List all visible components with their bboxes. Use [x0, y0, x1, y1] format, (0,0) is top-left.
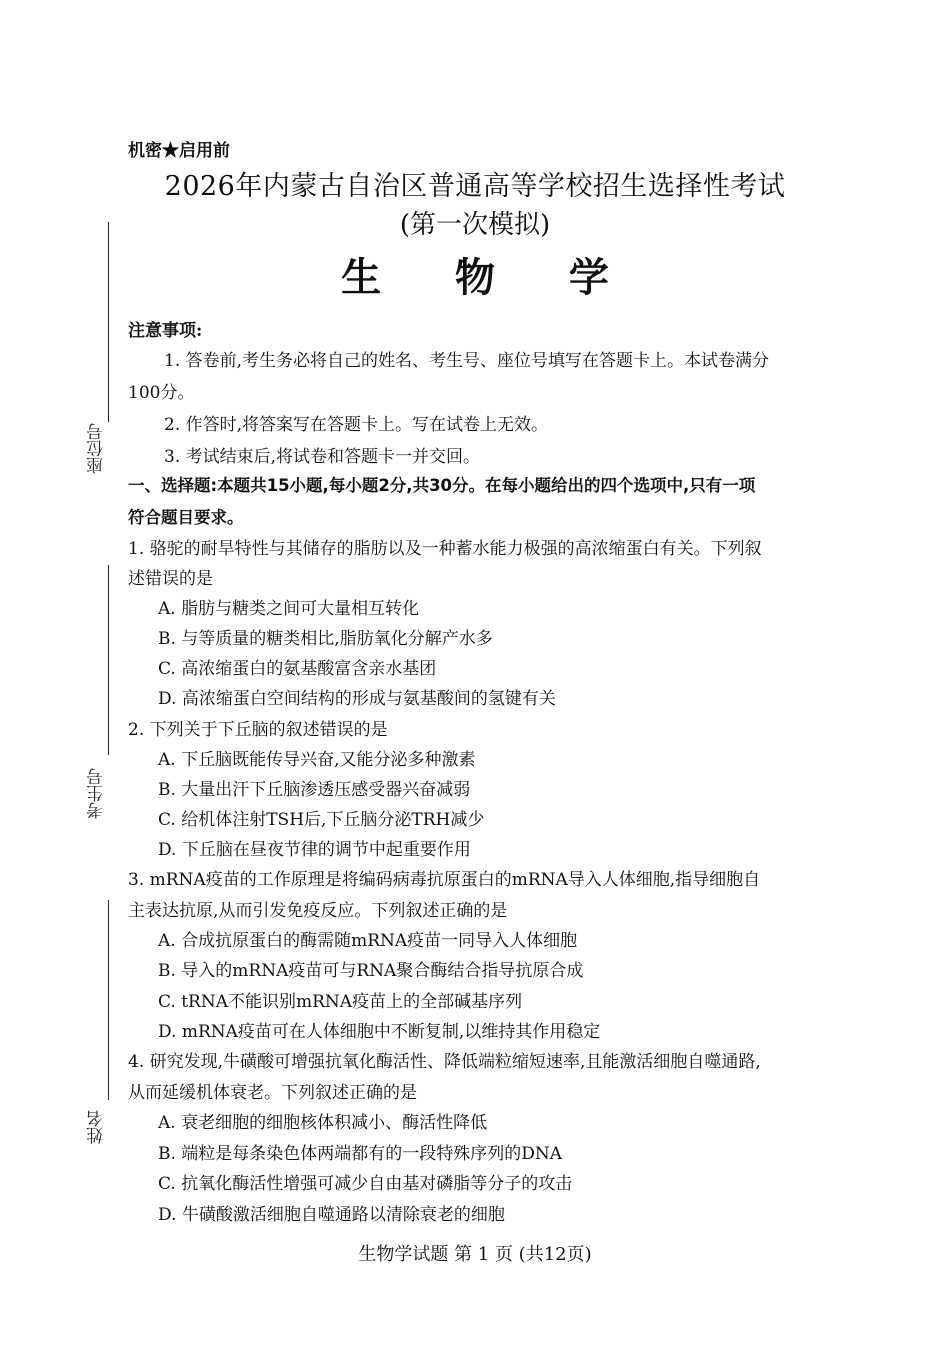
question-3-option-b: B. 导入的mRNA疫苗可与RNA聚合酶结合指导抗原合成	[158, 961, 584, 981]
question-4-option-d: D. 牛磺酸激活细胞自噬通路以清除衰老的细胞	[158, 1205, 505, 1225]
question-4-stem-line-1: 4. 研究发现,牛磺酸可增强抗氧化酶活性、降低端粒缩短速率,且能激活细胞自噬通路,	[128, 1052, 761, 1072]
question-2-option-a: A. 下丘脑既能传导兴奋,又能分泌多种激素	[158, 750, 476, 770]
note-item-1-line-2: 100分。	[128, 383, 195, 403]
note-item-1-line-1: 1. 答卷前,考生务必将自己的姓名、考生号、座位号填写在答题卡上。本试卷满分	[164, 351, 770, 371]
question-4-option-c: C. 抗氧化酶活性增强可减少自由基对磷脂等分子的攻击	[158, 1174, 573, 1194]
name-label: 姓名	[87, 1110, 107, 1144]
section-1-heading-line-1: 一、选择题:本题共15小题,每小题2分,共30分。在每小题给出的四个选项中,只有一项	[128, 476, 756, 495]
question-3-stem-line-2: 主表达抗原,从而引发免疫反应。下列叙述正确的是	[128, 901, 508, 921]
section-1-heading-line-2: 符合题目要求。	[128, 508, 244, 527]
seat-label: 座位号	[87, 423, 107, 474]
note-item-3: 3. 考试结束后,将试卷和答题卡一并交回。	[164, 447, 481, 467]
question-1-option-d: D. 高浓缩蛋白空间结构的形成与氨基酸间的氢键有关	[158, 689, 556, 709]
question-4-option-b: B. 端粒是每条染色体两端都有的一段特殊序列的DNA	[158, 1144, 563, 1164]
question-3-option-c: C. tRNA不能识别mRNA疫苗上的全部碱基序列	[158, 992, 523, 1012]
notes-heading: 注意事项:	[128, 321, 203, 341]
question-3-option-d: D. mRNA疫苗可在人体细胞中不断复制,以维持其作用稳定	[158, 1022, 601, 1042]
binding-line-name	[108, 900, 109, 1100]
question-1-option-b: B. 与等质量的糖类相比,脂肪氧化分解产水多	[158, 629, 493, 649]
question-2-stem-line-1: 2. 下列关于下丘脑的叙述错误的是	[128, 720, 388, 740]
exam-no-label: 考生号	[87, 768, 107, 819]
exam-subtitle: (第一次模拟)	[399, 210, 551, 240]
question-2-option-b: B. 大量出汗下丘脑渗透压感受器兴奋减弱	[158, 780, 471, 800]
question-1-stem-line-2: 述错误的是	[128, 569, 213, 589]
exam-title: 2026年内蒙古自治区普通高等学校招生选择性考试	[164, 171, 786, 202]
question-4-stem-line-2: 从而延缓机体衰老。下列叙述正确的是	[128, 1083, 417, 1103]
page-footer: 生物学试题 第 1 页 (共12页)	[358, 1244, 592, 1265]
question-3-option-a: A. 合成抗原蛋白的酶需随mRNA疫苗一同导入人体细胞	[158, 931, 578, 951]
question-2-option-d: D. 下丘脑在昼夜节律的调节中起重要作用	[158, 840, 471, 860]
confidential-mark: 机密★启用前	[128, 141, 230, 161]
question-2-option-c: C. 给机体注射TSH后,下丘脑分泌TRH减少	[158, 810, 485, 830]
question-1-stem-line-1: 1. 骆驼的耐旱特性与其储存的脂肪以及一种蓄水能力极强的高浓缩蛋白有关。下列叙	[128, 539, 762, 559]
binding-line-exam-no	[108, 565, 109, 755]
question-4-option-a: A. 衰老细胞的细胞核体积减小、酶活性降低	[158, 1113, 488, 1133]
note-item-2: 2. 作答时,将答案写在答题卡上。写在试卷上无效。	[164, 415, 549, 435]
question-3-stem-line-1: 3. mRNA疫苗的工作原理是将编码病毒抗原蛋白的mRNA导入人体细胞,指导细胞自	[128, 870, 761, 890]
subject-title: 生 物 学	[341, 254, 639, 301]
question-1-option-a: A. 脂肪与糖类之间可大量相互转化	[158, 599, 420, 619]
question-1-option-c: C. 高浓缩蛋白的氨基酸富含亲水基团	[158, 659, 437, 679]
